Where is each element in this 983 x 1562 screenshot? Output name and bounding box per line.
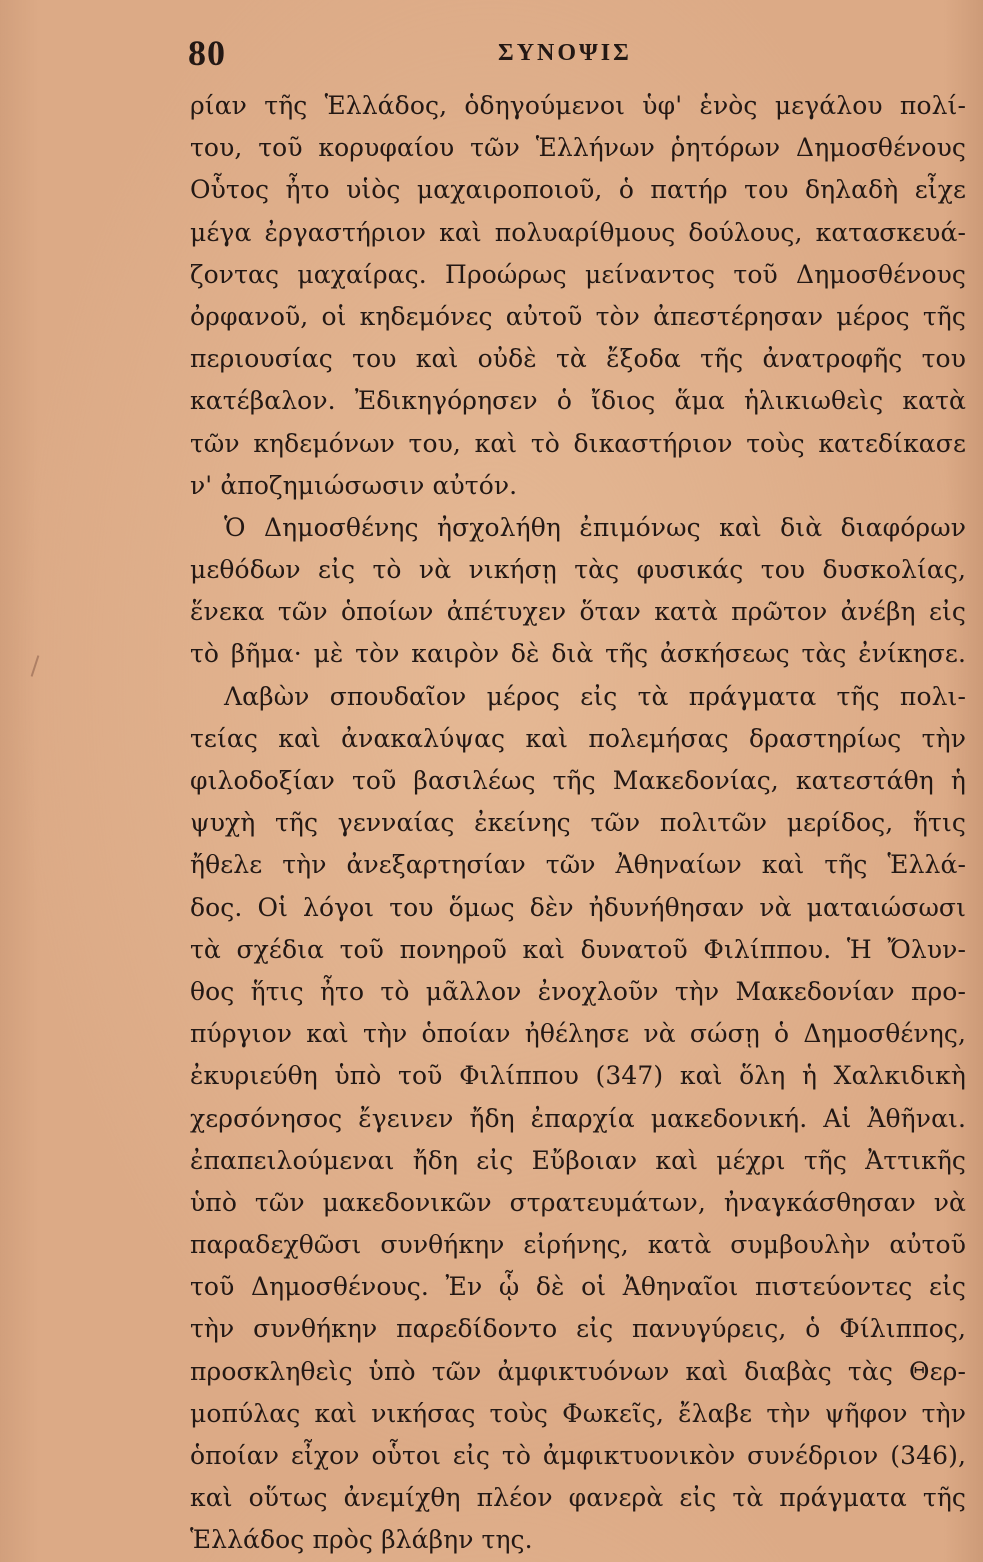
body-text — [190, 85, 966, 1562]
text-line: καὶ οὕτως ἀνεμίχθη πλέον φανερὰ εἰς τὰ πράγματα τῆς — [190, 1483, 966, 1513]
text-line: μεθόδων εἰς τὸ νὰ νικήσῃ τὰς φυσικάς του δυσκολίας, — [190, 555, 966, 585]
text-line: τῶν κηδεμόνων του, καὶ τὸ δικαστήριον τοὺς κατεδίκασε — [190, 428, 966, 458]
text-line: θος ἥτις ἦτο τὸ μᾶλλον ἐνοχλοῦν τὴν Μακεδονίαν προ- — [190, 976, 966, 1006]
text-line: ν' ἀποζημιώσωσιν αὐτόν. — [190, 470, 518, 500]
text-line: τοῦ Δημοσθένους. Ἐν ᾧ δὲ οἱ Ἀθηναῖοι πιστεύοντες εἰς — [190, 1272, 966, 1302]
page-number: 80 — [188, 33, 226, 73]
text-line: κατέβαλον. Ἐδικηγόρησεν ὁ ἴδιος ἅμα ἡλικιωθεὶς κατὰ — [190, 386, 966, 416]
text-line: ψυχὴ τῆς γενναίας ἐκείνης τῶν πολιτῶν μερίδος, ἥτις — [190, 808, 966, 838]
text-line: ἐκυριεύθη ὑπὸ τοῦ Φιλίππου (347) καὶ ὅλη ἡ Χαλκιδικὴ — [190, 1061, 966, 1091]
text-line: Ἑλλάδος πρὸς βλάβην της. — [190, 1525, 533, 1555]
margin-pencil-mark — [31, 655, 40, 677]
running-title: ΣΥΝΟΨΙΣ — [498, 40, 632, 66]
text-line: μέγα ἐργαστήριον καὶ πολυαρίθμους δούλους, κατασκευά- — [190, 217, 966, 247]
text-line: χερσόνησος ἔγεινεν ἤδη ἐπαρχία μακεδονική. Αἱ Ἀθῆναι. — [190, 1103, 966, 1133]
page-header — [188, 32, 968, 76]
text-line: του, τοῦ κορυφαίου τῶν Ἑλλήνων ῥητόρων Δημοσθένους — [190, 133, 966, 163]
text-line: Λαβὼν σπουδαῖον μέρος εἰς τὰ πράγματα τῆς πολι- — [224, 681, 966, 711]
text-line: ὀρφανοῦ, οἱ κηδεμόνες αὐτοῦ τὸν ἀπεστέρησαν μέρος τῆς — [190, 301, 966, 331]
text-line: τὰ σχέδια τοῦ πονηροῦ καὶ δυνατοῦ Φιλίππου. Ἡ Ὄλυν- — [190, 934, 966, 964]
text-line: ζοντας μαχαίρας. Προώρως μείναντος τοῦ Δημοσθένους — [190, 259, 966, 289]
text-line: προσκληθεὶς ὑπὸ τῶν ἀμφικτυόνων καὶ διαβὰς τὰς Θερ- — [190, 1356, 966, 1386]
text-line: τὸ βῆμα· μὲ τὸν καιρὸν δὲ διὰ τῆς ἀσκήσεως τὰς ἐνίκησε. — [190, 639, 966, 669]
text-line: τείας καὶ ἀνακαλύψας καὶ πολεμήσας δραστηρίως τὴν — [190, 723, 966, 753]
text-line: ἕνεκα τῶν ὁποίων ἀπέτυχεν ὅταν κατὰ πρῶτον ἀνέβη εἰς — [190, 597, 966, 627]
text-line: Οὗτος ἦτο υἱὸς μαχαιροποιοῦ, ὁ πατήρ του δηλαδὴ εἶχε — [190, 175, 966, 205]
text-line: παραδεχθῶσι συνθήκην εἰρήνης, κατὰ συμβουλὴν αὐτοῦ — [190, 1230, 966, 1260]
text-line: περιουσίας του καὶ οὐδὲ τὰ ἔξοδα τῆς ἀνατροφῆς του — [190, 344, 966, 374]
text-line: ἤθελε τὴν ἀνεξαρτησίαν τῶν Ἀθηναίων καὶ τῆς Ἑλλά- — [190, 850, 966, 880]
text-line: πύργιον καὶ τὴν ὁποίαν ἠθέλησε νὰ σώσῃ ὁ Δημοσθένης, — [190, 1019, 966, 1049]
text-line: ἐπαπειλούμεναι ἤδη εἰς Εὔβοιαν καὶ μέχρι τῆς Ἀττικῆς — [190, 1145, 966, 1175]
text-line: φιλοδοξίαν τοῦ βασιλέως τῆς Μακεδονίας, κατεστάθη ἡ — [190, 766, 966, 795]
text-line: δος. Οἱ λόγοι του ὅμως δὲν ἠδυνήθησαν νὰ ματαιώσωσι — [190, 892, 966, 922]
text-line: ὑπὸ τῶν μακεδονικῶν στρατευμάτων, ἠναγκάσθησαν νὰ — [190, 1187, 966, 1217]
text-line: Ὁ Δημοσθένης ἠσχολήθη ἐπιμόνως καὶ διὰ διαφόρων — [224, 512, 966, 542]
text-line: μοπύλας καὶ νικήσας τοὺς Φωκεῖς, ἔλαβε τὴν ψῆφον τὴν — [190, 1398, 966, 1428]
text-line: τὴν συνθήκην παρεδίδοντο εἰς πανυγύρεις, ὁ Φίλιππος, — [190, 1314, 966, 1344]
text-line: ὁποίαν εἶχον οὗτοι εἰς τὸ ἀμφικτυονικὸν συνέδριον (346), — [190, 1441, 966, 1470]
text-line: ρίαν τῆς Ἑλλάδος, ὁδηγούμενοι ὑφ' ἑνὸς μεγάλου πολί- — [190, 91, 966, 120]
